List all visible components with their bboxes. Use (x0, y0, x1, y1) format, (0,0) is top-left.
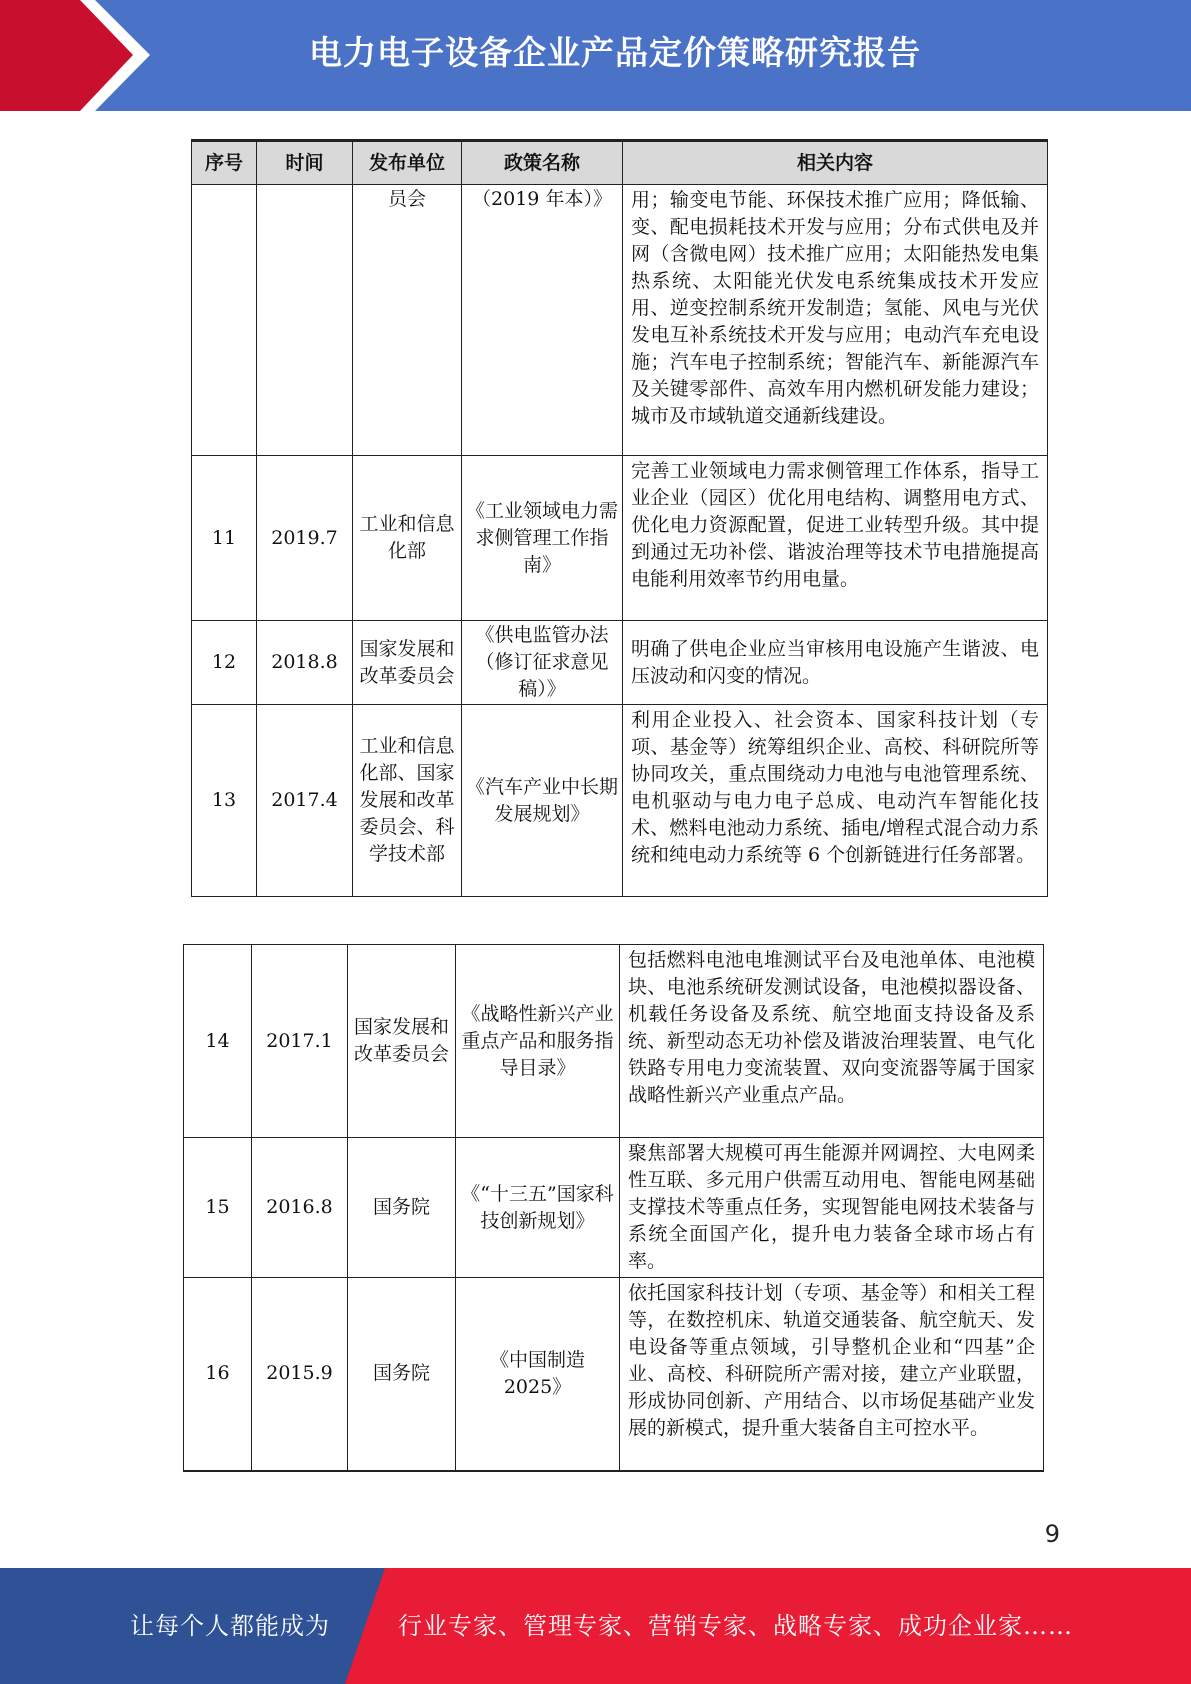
row-policy: 《供电监管办法（修订征求意见稿）》 (462, 621, 623, 705)
row-content: 明确了供电企业应当审核用电设施产生谐波、电压波动和闪变的情况。 (623, 621, 1048, 705)
row-content: 利用企业投入、社会资本、国家科技计划（专项、基金等）统筹组织企业、高校、科研院所等协同攻关，重点围绕动力电池与电池管理系统、电机驱动与电力电子总成、电动汽车智能化技术、燃料电池动力系统、插电/增程式混合动力系统和纯电动力系统等 6 个创新链进行任务部署。 (623, 705, 1048, 897)
footer-banner (0, 1568, 1191, 1684)
table-row (184, 1278, 1044, 1471)
row-content: 用；输变电节能、环保技术推广应用；降低输、变、配电损耗技术开发与应用；分布式供电及并网（含微电网）技术推广应用；太阳能热发电集热系统、太阳能光伏发电系统集成技术开发应用、逆变控制系统开发制造；氢能、风电与光伏发电互补系统技术开发与应用；电动汽车充电设施；汽车电子控制系统；智能汽车、新能源汽车及关键零部件、高效车用内燃机研发能力建设；城市及市域轨道交通新线建设。 (623, 185, 1048, 456)
row-content: 依托国家科技计划（专项、基金等）和相关工程等，在数控机床、轨道交通装备、航空航天、发电设备等重点领域，引导整机企业和“四基”企业、高校、科研院所产需对接，建立产业联盟，形成协同创新、产用结合、以市场促基础产业发展的新模式，提升重大装备自主可控水平。 (620, 1278, 1044, 1471)
footer-slogan-right: 行业专家、管理专家、营销专家、战略专家、成功企业家…… (398, 1612, 1073, 1640)
row-date (257, 185, 353, 456)
col-header-policy: 政策名称 (462, 141, 623, 185)
policy-table-part-1 (191, 139, 1048, 897)
footer-slogan-left: 让每个人都能成为 (130, 1612, 330, 1640)
row-policy: 《汽车产业中长期发展规划》 (462, 705, 623, 897)
col-header-issuer: 发布单位 (353, 141, 462, 185)
col-header-date: 时间 (257, 141, 353, 185)
row-policy: 《工业领域电力需求侧管理工作指南》 (462, 456, 623, 621)
row-policy: （2019 年本）》 (462, 185, 623, 456)
row-issuer: 国家发展和改革委员会 (353, 621, 462, 705)
row-no: 14 (184, 945, 252, 1138)
row-issuer: 国家发展和改革委员会 (348, 945, 456, 1138)
row-date: 2016.8 (252, 1138, 348, 1278)
row-date: 2019.7 (257, 456, 353, 621)
col-header-content: 相关内容 (623, 141, 1048, 185)
row-policy: 《中国制造 2025》 (456, 1278, 620, 1471)
table-row (192, 705, 1048, 897)
row-issuer: 国务院 (348, 1138, 456, 1278)
table-row (184, 945, 1044, 1138)
table-row (184, 1138, 1044, 1278)
row-content: 完善工业领域电力需求侧管理工作体系，指导工业企业（园区）优化用电结构、调整用电方式、优化电力资源配置，促进工业转型升级。其中提到通过无功补偿、谐波治理等技术节电措施提高电能利用效率节约用电量。 (623, 456, 1048, 621)
table-row (192, 456, 1048, 621)
row-no: 16 (184, 1278, 252, 1471)
header-banner (0, 0, 1191, 111)
document-title: 电力电子设备企业产品定价策略研究报告 (309, 33, 921, 72)
row-date: 2018.8 (257, 621, 353, 705)
page-number: 9 (1044, 1520, 1060, 1548)
row-no: 15 (184, 1138, 252, 1278)
row-issuer: 工业和信息化部 (353, 456, 462, 621)
row-policy: 《“十三五”国家科技创新规划》 (456, 1138, 620, 1278)
policy-table-part-2 (183, 944, 1044, 1472)
row-no (192, 185, 257, 456)
row-policy: 《战略性新兴产业重点产品和服务指导目录》 (456, 945, 620, 1138)
table-row (192, 621, 1048, 705)
table-header-row (192, 141, 1048, 185)
row-date: 2017.4 (257, 705, 353, 897)
row-date: 2015.9 (252, 1278, 348, 1471)
row-issuer: 员会 (353, 185, 462, 456)
row-no: 13 (192, 705, 257, 897)
row-content: 聚焦部署大规模可再生能源并网调控、大电网柔性互联、多元用户供需互动用电、智能电网基础支撑技术等重点任务，实现智能电网技术装备与系统全面国产化，提升电力装备全球市场占有率。 (620, 1138, 1044, 1278)
row-issuer: 国务院 (348, 1278, 456, 1471)
col-header-no: 序号 (192, 141, 257, 185)
row-date: 2017.1 (252, 945, 348, 1138)
row-no: 12 (192, 621, 257, 705)
row-content: 包括燃料电池电堆测试平台及电池单体、电池模块、电池系统研发测试设备，电池模拟器设备、机载任务设备及系统、航空地面支持设备及系统、新型动态无功补偿及谐波治理装置、电气化铁路专用电力变流装置、双向变流器等属于国家战略性新兴产业重点产品。 (620, 945, 1044, 1138)
row-issuer: 工业和信息化部、国家发展和改革委员会、科学技术部 (353, 705, 462, 897)
row-no: 11 (192, 456, 257, 621)
table-row (192, 185, 1048, 456)
